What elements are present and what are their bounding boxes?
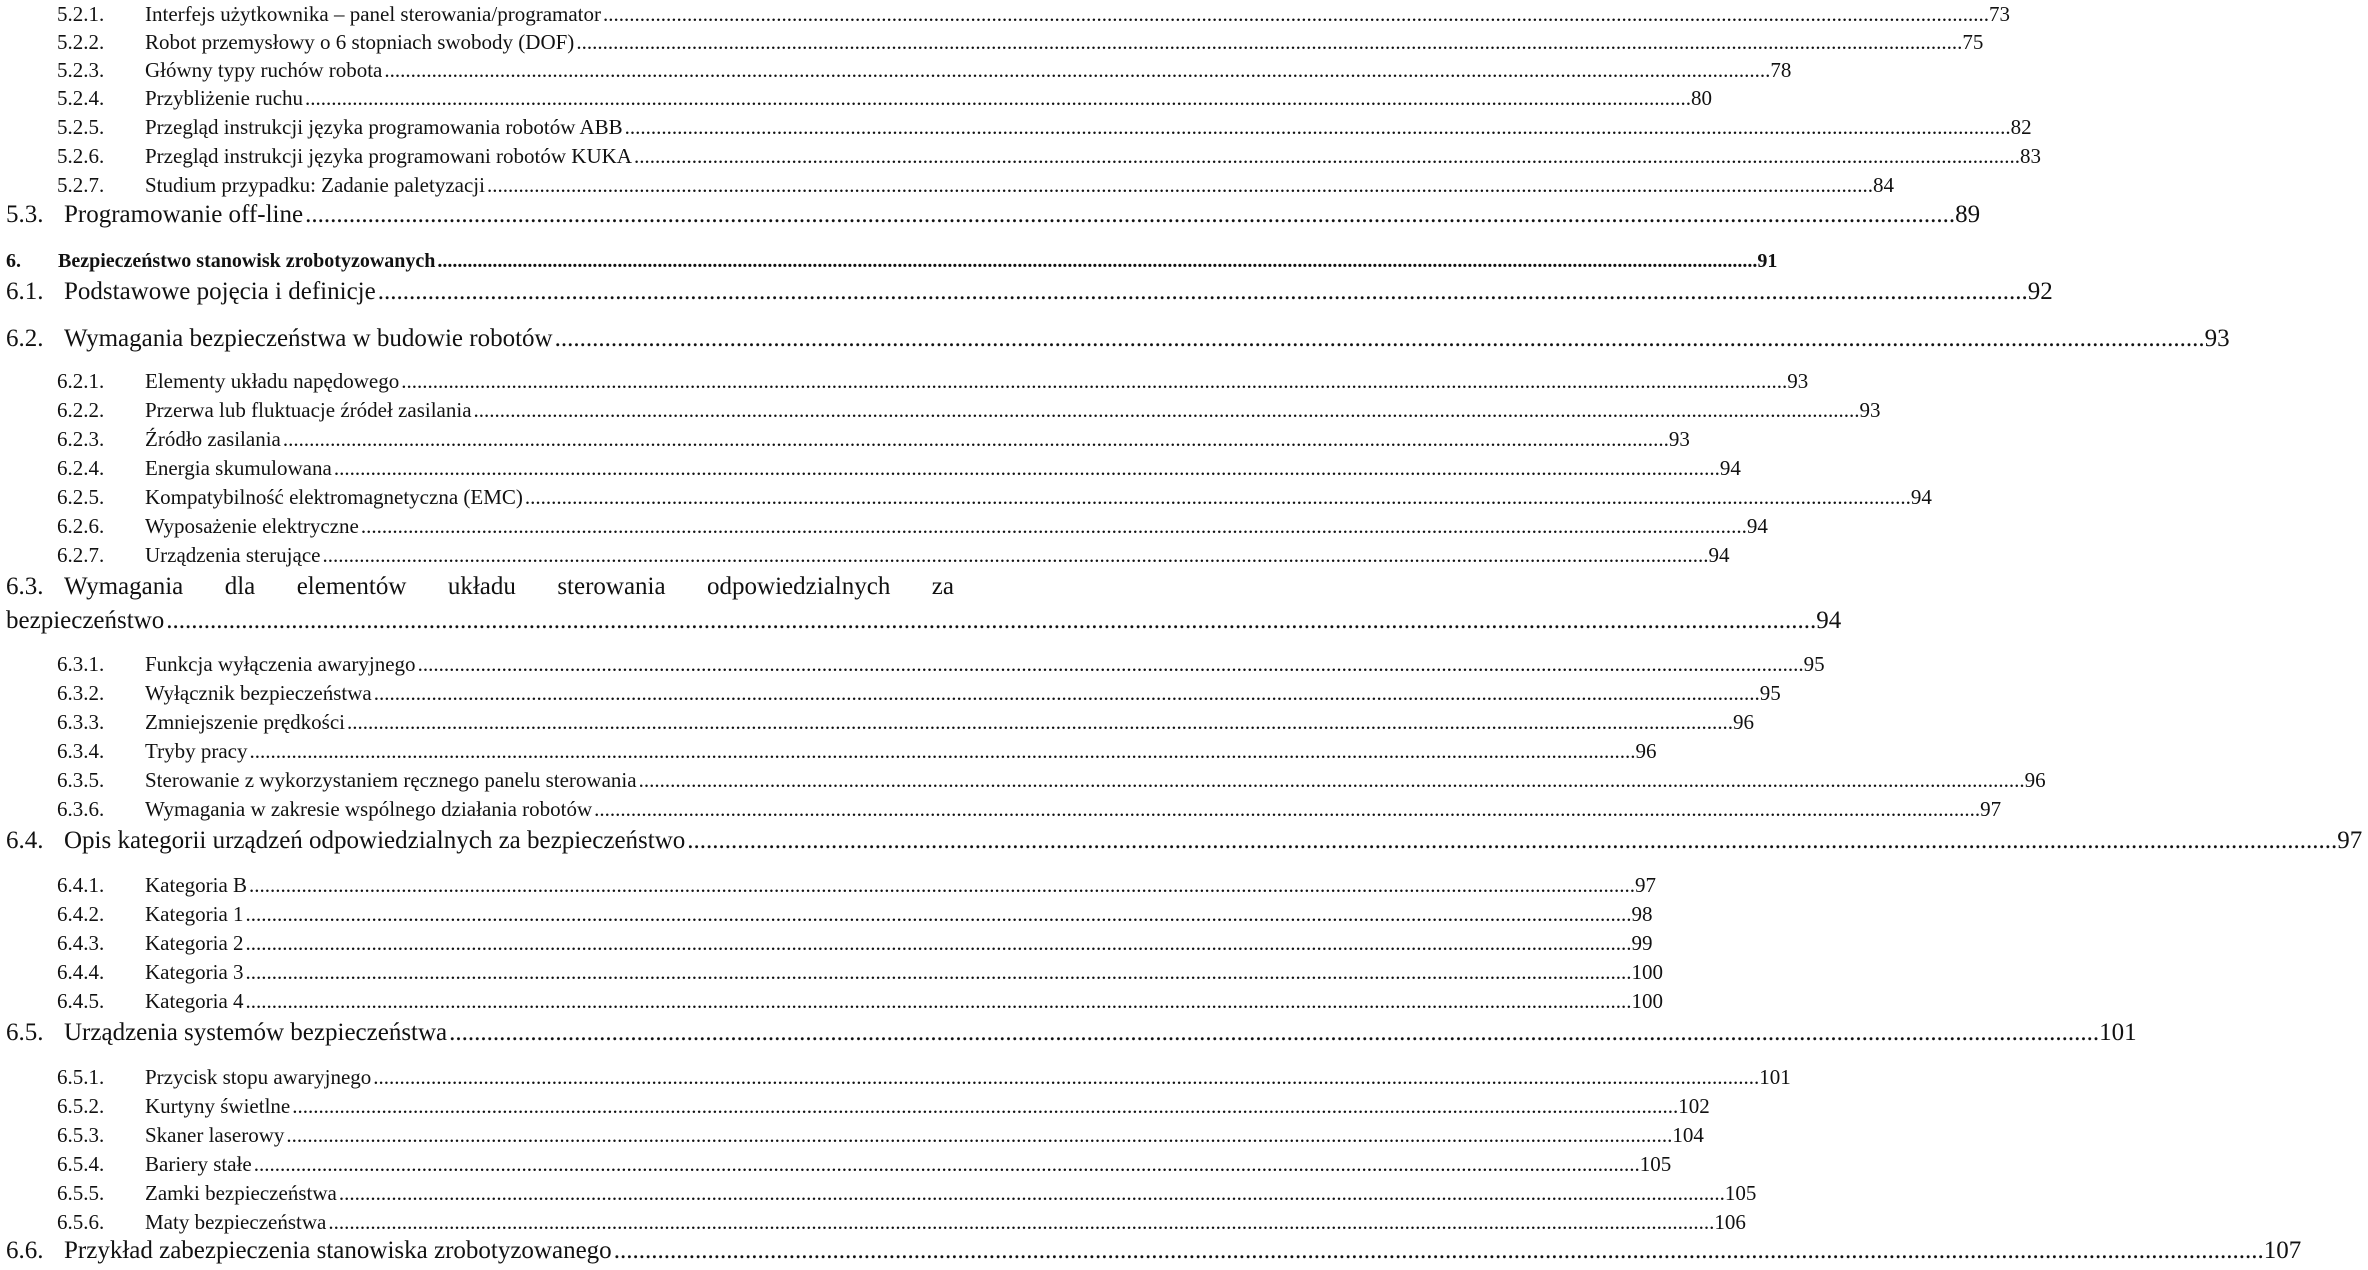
entry-number: 5.2.1. <box>57 2 105 26</box>
toc-entry[interactable] <box>0 900 1653 928</box>
entry-page: 94 <box>1816 607 1842 634</box>
entry-page: 101 <box>1759 1065 1791 1089</box>
toc-entry[interactable] <box>0 1150 1672 1178</box>
entry-number: 6.5.6. <box>57 1210 105 1234</box>
dot-leader <box>553 322 2205 356</box>
entry-title: Wyłącznik bezpieczeństwa <box>145 681 372 705</box>
entry-title: Sterowanie z wykorzystaniem ręcznego panelu sterowania <box>145 768 637 792</box>
toc-entry[interactable] <box>0 929 1653 957</box>
entry-title: Bariery stałe <box>145 1152 252 1176</box>
dot-leader <box>320 541 1708 569</box>
toc-entry[interactable] <box>0 824 2363 858</box>
dot-leader <box>447 1016 2099 1050</box>
entry-title: Elementy układu napędowego <box>145 369 400 393</box>
entry-number: 6.3. <box>6 573 44 600</box>
entry-title-word: elementów <box>296 573 407 600</box>
toc-entry-wrapped-line2[interactable] <box>0 604 1842 638</box>
entry-number: 6.2. <box>6 325 44 352</box>
entry-title: Urządzenia systemów bezpieczeństwa <box>64 1019 448 1046</box>
entry-page: 91 <box>1757 250 1778 272</box>
toc-entry[interactable] <box>0 28 1984 56</box>
toc-entry[interactable] <box>0 1234 2302 1268</box>
toc-entry[interactable] <box>0 198 1981 232</box>
entry-number: 6.5.4. <box>57 1152 105 1176</box>
entry-title-line1 <box>64 570 960 604</box>
entry-number: 6.4.4. <box>57 960 105 984</box>
dot-leader <box>637 766 2025 794</box>
entry-title: Opis kategorii urządzeń odpowiedzialnych za bezpieczeństwo <box>64 827 686 854</box>
toc-entry[interactable] <box>0 708 1755 736</box>
entry-title: Kurtyny świetlne <box>145 1094 291 1118</box>
entry-number: 6.5. <box>6 1019 44 1046</box>
toc-entry[interactable] <box>0 650 1825 678</box>
entry-title: Kategoria 2 <box>145 931 244 955</box>
dot-leader <box>372 679 1760 707</box>
entry-page: 78 <box>1770 58 1792 82</box>
toc-entry[interactable] <box>0 171 1894 199</box>
entry-page: 84 <box>1872 173 1894 197</box>
entry-title: Urządzenia sterujące <box>145 543 321 567</box>
entry-number: 6.2.3. <box>57 427 105 451</box>
toc-entry[interactable] <box>0 795 2002 823</box>
entry-page: 102 <box>1678 1094 1710 1118</box>
entry-number: 6.3.3. <box>57 710 105 734</box>
entry-title: Przerwa lub fluktuacje źródeł zasilania <box>145 398 472 422</box>
entry-title-word: za <box>931 573 954 600</box>
entry-number: 6.5.5. <box>57 1181 105 1205</box>
toc-entry[interactable] <box>0 679 1781 707</box>
entry-title: Kategoria 4 <box>145 989 244 1013</box>
dot-leader <box>376 275 2028 309</box>
entry-page: 93 <box>1787 369 1809 393</box>
entry-number: 6. <box>6 250 21 272</box>
entry-title: Robot przemysłowy o 6 stopniach swobody (DOF) <box>145 30 575 54</box>
entry-page: 93 <box>2204 325 2230 352</box>
dot-leader <box>345 708 1733 736</box>
entry-number: 6.3.1. <box>57 652 105 676</box>
entry-page: 97 <box>2337 827 2363 854</box>
toc-entry[interactable] <box>0 1016 2137 1050</box>
toc-entry[interactable] <box>0 958 1664 986</box>
dot-leader <box>252 1150 1640 1178</box>
entry-title: Przybliżenie ruchu <box>145 86 304 110</box>
entry-page: 96 <box>1635 739 1657 763</box>
entry-page: 83 <box>2019 144 2041 168</box>
dot-leader <box>416 650 1804 678</box>
toc-entry[interactable] <box>0 871 1657 899</box>
entry-title: Przycisk stopu awaryjnego <box>145 1065 372 1089</box>
dot-leader <box>281 425 1669 453</box>
toc-entry[interactable] <box>0 0 2011 28</box>
dot-leader <box>332 454 1720 482</box>
toc-entry[interactable] <box>0 396 1881 424</box>
entry-number: 6.4.1. <box>57 873 105 897</box>
entry-page: 94 <box>1910 485 1932 509</box>
entry-title-line2: bezpieczeństwo <box>6 607 165 634</box>
entry-title: Energia skumulowana <box>145 456 332 480</box>
entry-title: Kategoria 3 <box>145 960 244 984</box>
entry-page: 107 <box>2263 1237 2302 1264</box>
entry-title: Studium przypadku: Zadanie paletyzacji <box>145 173 485 197</box>
dot-leader <box>399 367 1787 395</box>
dot-leader <box>632 142 2020 170</box>
entry-title: Programowanie off-line <box>64 201 304 228</box>
dot-leader <box>685 824 2337 858</box>
entry-number: 5.3. <box>6 201 44 228</box>
dot-leader <box>612 1234 2264 1268</box>
entry-page: 96 <box>1733 710 1755 734</box>
entry-title: Źródło zasilania <box>145 427 281 451</box>
entry-title: Zmniejszenie prędkości <box>145 710 346 734</box>
entry-page: 104 <box>1672 1123 1704 1147</box>
entry-title: Skaner laserowy <box>145 1123 285 1147</box>
entry-number: 6.2.1. <box>57 369 105 393</box>
entry-page: 96 <box>2024 768 2046 792</box>
dot-leader <box>623 113 2011 141</box>
entry-page: 93 <box>1668 427 1690 451</box>
entry-page: 93 <box>1859 398 1881 422</box>
entry-number: 6.3.5. <box>57 768 105 792</box>
entry-title: Tryby pracy <box>145 739 248 763</box>
dot-leader <box>303 84 1691 112</box>
toc-entry[interactable] <box>0 1208 1746 1236</box>
entry-title: Kategoria B <box>145 873 248 897</box>
entry-number: 6.2.7. <box>57 543 105 567</box>
toc-entry[interactable] <box>0 322 2230 356</box>
dot-leader <box>244 900 1632 928</box>
dot-leader <box>382 56 1770 84</box>
dot-leader <box>523 483 1911 511</box>
entry-page: 99 <box>1631 931 1653 955</box>
entry-title: Wymagania bezpieczeństwa w budowie robotów <box>64 325 553 352</box>
entry-number: 5.2.6. <box>57 144 105 168</box>
entry-title-word: odpowiedzialnych <box>707 573 891 600</box>
toc-entry[interactable] <box>0 454 1741 482</box>
entry-number: 5.2.5. <box>57 115 105 139</box>
dot-leader <box>247 737 1635 765</box>
entry-number: 6.2.2. <box>57 398 105 422</box>
dot-leader <box>592 795 1980 823</box>
entry-page: 75 <box>1962 30 1984 54</box>
entry-title: Interfejs użytkownika – panel sterowania/programator <box>145 2 602 26</box>
dot-leader <box>244 987 1632 1015</box>
toc-entry[interactable] <box>0 1121 1704 1149</box>
entry-title: Podstawowe pojęcia i definicje <box>64 278 376 305</box>
entry-page: 92 <box>2027 278 2053 305</box>
entry-title: Bezpieczeństwo stanowisk zrobotyzowanych <box>58 250 436 272</box>
entry-number: 6.5.2. <box>57 1094 105 1118</box>
entry-title: Przykład zabezpieczenia stanowiska zrobotyzowanego <box>64 1237 612 1264</box>
entry-title: Wymagania w zakresie wspólnego działania robotów <box>145 797 593 821</box>
entry-number: 6.5.1. <box>57 1065 105 1089</box>
entry-page: 106 <box>1714 1210 1746 1234</box>
dot-leader <box>326 1208 1714 1236</box>
dot-leader <box>337 1179 1725 1207</box>
entry-title: Funkcja wyłączenia awaryjnego <box>145 652 416 676</box>
entry-number: 6.4.5. <box>57 989 105 1013</box>
entry-number: 5.2.4. <box>57 86 105 110</box>
entry-title-word: układu <box>447 573 516 600</box>
toc-entry[interactable] <box>0 766 2046 794</box>
entry-page: 97 <box>1980 797 2002 821</box>
dot-leader <box>472 396 1860 424</box>
toc-entry[interactable] <box>0 1063 1791 1091</box>
entry-title: Wyposażenie elektryczne <box>145 514 359 538</box>
entry-title: Zamki bezpieczeństwa <box>145 1181 337 1205</box>
dot-leader <box>290 1092 1678 1120</box>
dot-leader <box>303 198 1955 232</box>
entry-title: Kompatybilność elektromagnetyczna (EMC) <box>145 485 523 509</box>
dot-leader <box>601 0 1989 28</box>
dot-leader <box>435 247 1757 275</box>
toc-entry[interactable] <box>0 56 1792 84</box>
entry-number: 6.2.5. <box>57 485 105 509</box>
entry-page: 73 <box>1989 2 2011 26</box>
toc-entry[interactable] <box>0 1179 1757 1207</box>
entry-number: 5.2.7. <box>57 173 105 197</box>
toc-entry[interactable] <box>0 113 2032 141</box>
entry-page: 105 <box>1724 1181 1757 1205</box>
entry-page: 101 <box>2099 1019 2137 1046</box>
dot-leader <box>485 171 1873 199</box>
entry-number: 6.3.4. <box>57 739 105 763</box>
toc-entry[interactable] <box>0 275 2053 309</box>
toc-entry-wrapped-line1[interactable] <box>0 570 960 604</box>
entry-number: 6.2.4. <box>57 456 105 480</box>
toc-entry[interactable] <box>0 987 1664 1015</box>
entry-page: 94 <box>1708 543 1730 567</box>
entry-page: 82 <box>2010 115 2032 139</box>
toc-chapter-entry[interactable] <box>0 247 1778 275</box>
entry-number: 6.6. <box>6 1237 44 1264</box>
entry-title: Przegląd instrukcji języka programowani robotów KUKA <box>145 144 632 168</box>
toc-entry[interactable] <box>0 737 1657 765</box>
toc-entry[interactable] <box>0 512 1768 540</box>
dot-leader <box>371 1063 1759 1091</box>
dot-leader <box>284 1121 1672 1149</box>
entry-page: 89 <box>1955 201 1981 228</box>
entry-title-word: sterowania <box>557 573 666 600</box>
dot-leader <box>574 28 1962 56</box>
entry-title: Maty bezpieczeństwa <box>145 1210 327 1234</box>
entry-page: 94 <box>1746 514 1768 538</box>
entry-title: Kategoria 1 <box>145 902 244 926</box>
entry-page: 95 <box>1759 681 1781 705</box>
entry-page: 94 <box>1719 456 1741 480</box>
entry-title-word: dla <box>224 573 256 600</box>
entry-number: 5.2.2. <box>57 30 105 54</box>
dot-leader <box>244 929 1632 957</box>
toc-entry[interactable] <box>0 367 1809 395</box>
entry-page: 100 <box>1631 989 1664 1013</box>
entry-number: 6.1. <box>6 278 44 305</box>
toc-entry[interactable] <box>0 1092 1710 1120</box>
entry-number: 6.4.2. <box>57 902 105 926</box>
entry-number: 6.4.3. <box>57 931 105 955</box>
entry-number: 6.3.6. <box>57 797 105 821</box>
entry-page: 98 <box>1631 902 1653 926</box>
entry-title-word: Wymagania <box>64 573 184 600</box>
entry-page: 97 <box>1635 873 1657 897</box>
entry-number: 6.5.3. <box>57 1123 105 1147</box>
entry-page: 95 <box>1803 652 1825 676</box>
dot-leader <box>164 604 1816 638</box>
entry-title: Główny typy ruchów robota <box>145 58 383 82</box>
entry-number: 6.4. <box>6 827 44 854</box>
entry-number: 6.3.2. <box>57 681 105 705</box>
dot-leader <box>359 512 1747 540</box>
entry-number: 5.2.3. <box>57 58 105 82</box>
entry-title: Przegląd instrukcji języka programowania robotów ABB <box>145 115 623 139</box>
entry-number: 6.2.6. <box>57 514 105 538</box>
dot-leader <box>244 958 1632 986</box>
toc-entry[interactable] <box>0 483 1932 511</box>
toc-entry[interactable] <box>0 425 1690 453</box>
toc-entry[interactable] <box>0 541 1730 569</box>
entry-page: 100 <box>1631 960 1664 984</box>
dot-leader <box>247 871 1635 899</box>
entry-page: 105 <box>1639 1152 1672 1176</box>
toc-entry[interactable] <box>0 142 2041 170</box>
toc-entry[interactable] <box>0 84 1713 112</box>
entry-page: 80 <box>1691 86 1713 110</box>
